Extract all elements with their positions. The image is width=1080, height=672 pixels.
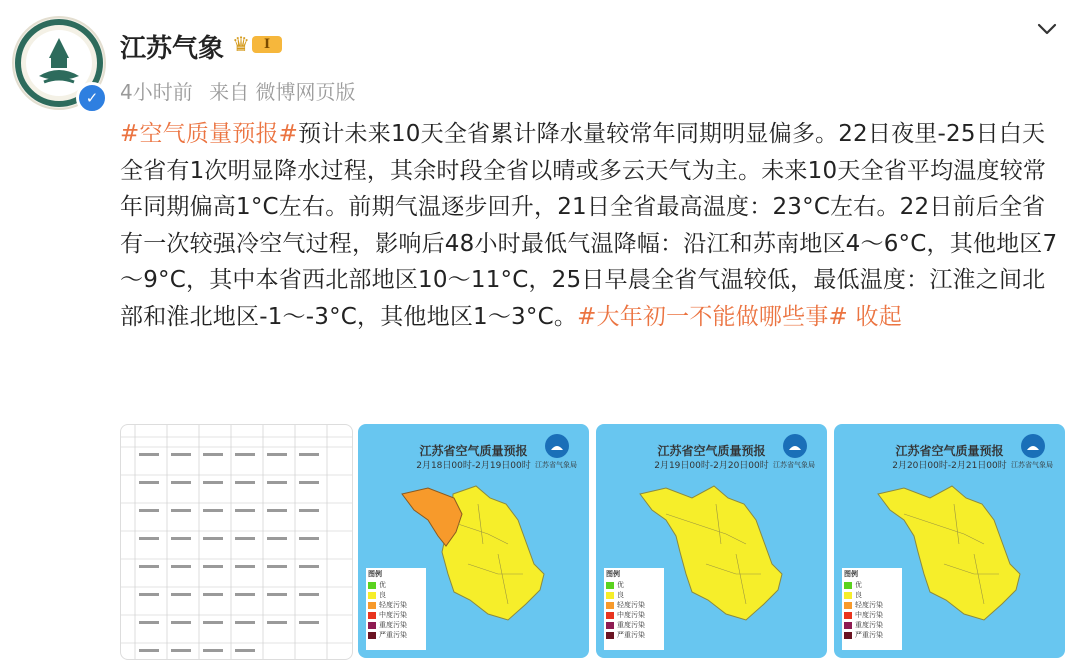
map-legend [604, 568, 664, 650]
crown-icon: ♛ [232, 32, 250, 56]
logo-text: 江苏省气象局 [773, 461, 815, 469]
post-time: 4小时前 [120, 80, 193, 104]
hashtag-new-year[interactable]: #大年初一不能做哪些事# [577, 303, 849, 330]
map-legend [842, 568, 902, 650]
map-title: 江苏省空气质量预报 [657, 444, 766, 458]
map-title: 江苏省空气质量预报 [419, 444, 528, 458]
legend-item: 良 [379, 591, 386, 599]
legend-item: 严重污染 [617, 631, 645, 639]
weather-bureau-logo-icon [1011, 432, 1053, 469]
legend-item: 重度污染 [617, 621, 645, 629]
map-subtitle: 2月18日00时-2月19日00时 [416, 461, 531, 471]
member-level-badge[interactable] [232, 32, 282, 56]
legend-title: 图例 [606, 570, 620, 578]
map-subtitle: 2月20日00时-2月21日00时 [892, 461, 1007, 471]
legend-item: 优 [617, 581, 624, 589]
legend-title: 图例 [368, 570, 382, 578]
legend-item: 轻度污染 [617, 601, 645, 609]
level-label: I [252, 36, 282, 53]
hashtag-air-quality[interactable]: #空气质量预报# [120, 121, 299, 147]
weather-bureau-logo-icon [535, 432, 577, 469]
legend-item: 中度污染 [617, 611, 645, 619]
legend-item: 重度污染 [855, 621, 883, 629]
legend-item: 严重污染 [855, 631, 883, 639]
legend-item: 优 [855, 581, 862, 589]
logo-text: 江苏省气象局 [535, 461, 577, 469]
post-source[interactable]: 来自 微博网页版 [209, 80, 356, 104]
post-body: 预计未来10天全省累计降水量较常年同期明显偏多。22日夜里-25日白天全省有1次明显降水过程，其余时段全省以晴或多云天气为主。未来10天全省平均温度较常年同期偏高1°C左右。前期气温逐步回升，21日全省最高温度：23°C左右。22日前后全省有一次较强冷空气过程，影响后48小时最低气温降幅：沿江和苏南地区4～6°C，其他地区7～9°C，其中本省西北部地区10～11°C，25日早晨全省气温较低，最低温度：江淮之间北部和淮北地区-1～-3°C，其他地区1～3°C。 [120, 121, 1058, 330]
legend-item: 中度污染 [379, 611, 407, 619]
map-subtitle: 2月19日00时-2月20日00时 [654, 461, 769, 471]
map-title: 江苏省空气质量预报 [895, 444, 1004, 458]
air-quality-map-3[interactable] [834, 424, 1065, 658]
table-grid-graphic [121, 425, 352, 659]
map-legend [366, 568, 426, 650]
legend-item: 重度污染 [379, 621, 407, 629]
air-quality-map-1[interactable] [358, 424, 589, 658]
logo-text: 江苏省气象局 [1011, 461, 1053, 469]
legend-item: 轻度污染 [379, 601, 407, 609]
legend-item: 良 [855, 591, 862, 599]
weather-bureau-logo-icon [773, 432, 815, 469]
forecast-table-image[interactable] [120, 424, 353, 660]
account-name[interactable]: 江苏气象 [120, 34, 225, 64]
legend-title: 图例 [844, 570, 858, 578]
legend-item: 严重污染 [379, 631, 407, 639]
image-grid [120, 424, 1065, 660]
chevron-down-icon[interactable] [1036, 18, 1058, 40]
collapse-link[interactable]: 收起 [855, 303, 902, 330]
post-text [120, 116, 1065, 336]
legend-item: 优 [379, 581, 386, 589]
air-quality-map-2[interactable] [596, 424, 827, 658]
legend-item: 轻度污染 [855, 601, 883, 609]
post-meta [120, 76, 365, 105]
legend-item: 中度污染 [855, 611, 883, 619]
verified-badge-icon: ✓ [76, 82, 108, 114]
legend-item: 良 [617, 591, 624, 599]
